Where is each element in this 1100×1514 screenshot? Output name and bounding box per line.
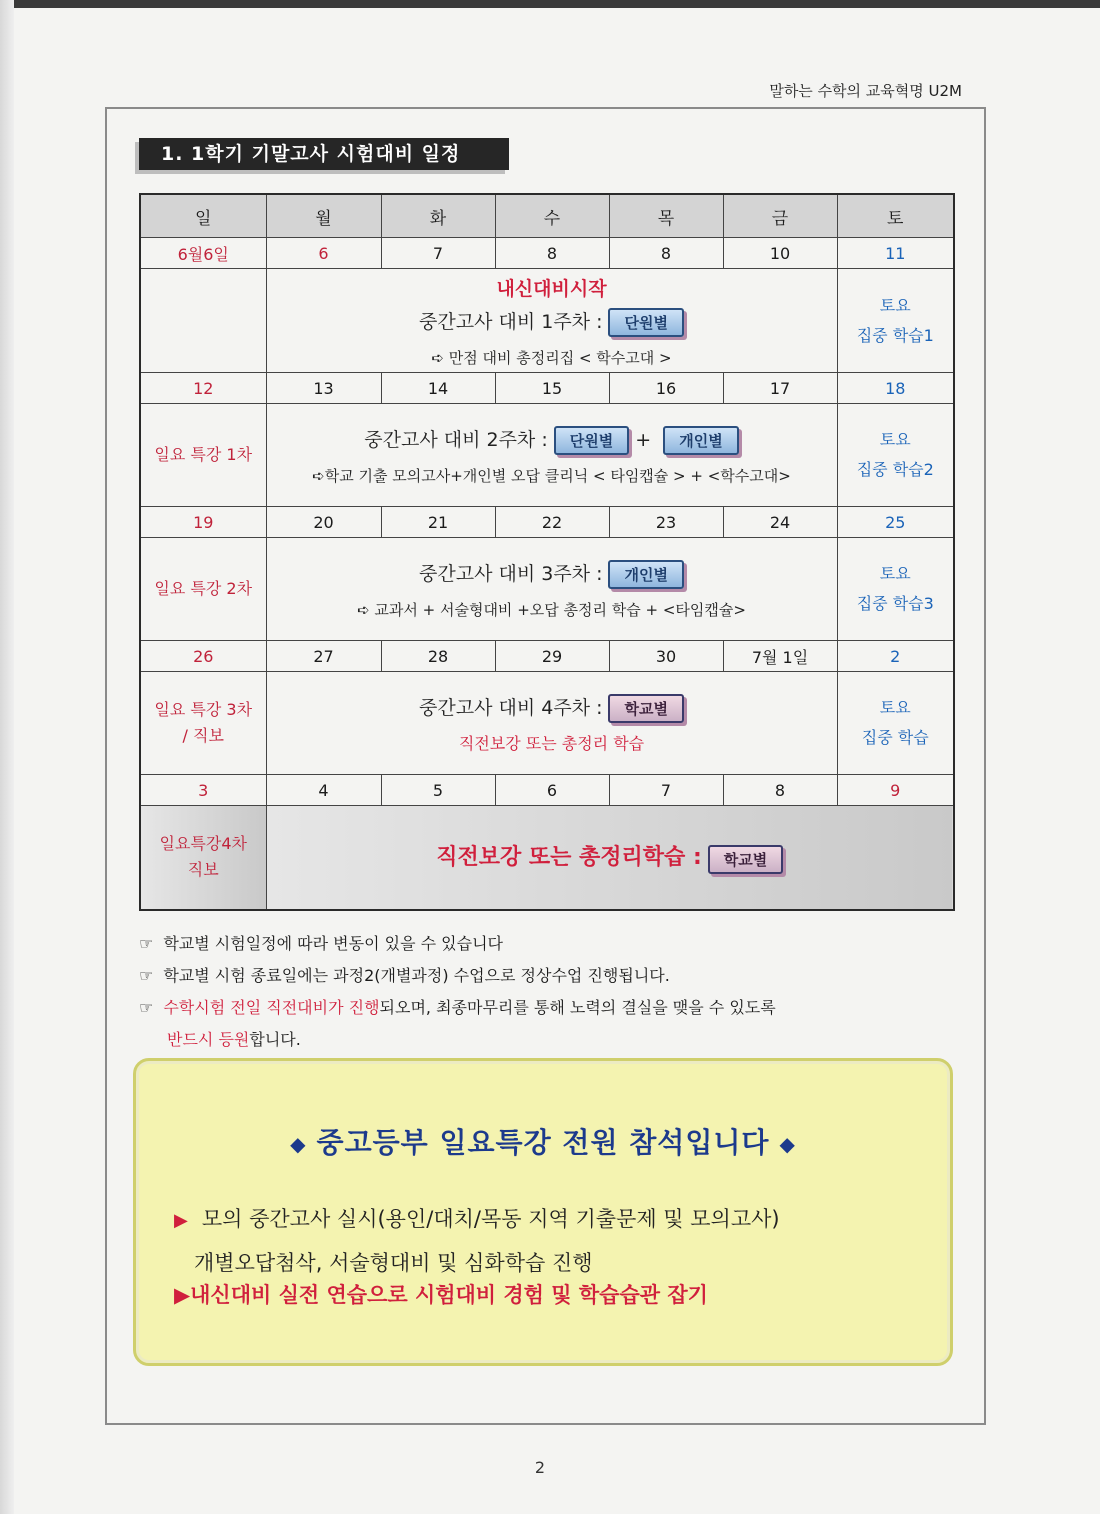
sun-note-line: 일요특강4차 [159, 834, 247, 854]
pointing-hand-icon: ☞ [139, 966, 154, 985]
sun-note-week5 [140, 806, 266, 910]
date-cell: 24 [723, 507, 837, 538]
date-cell: 7월 1일 [723, 641, 837, 672]
sat-note-line: 토요 [879, 430, 911, 449]
content-row-week3 [140, 538, 954, 641]
date-cell: 8 [495, 238, 609, 269]
sun-note-line: 일요 특강 3차 [154, 700, 253, 719]
date-cell: 5 [381, 775, 495, 806]
date-row-week2 [140, 373, 954, 404]
week4-content [266, 672, 837, 775]
sat-note-line: 집중 학습3 [856, 594, 934, 613]
date-cell: 28 [381, 641, 495, 672]
note-text: 학교별 시험일정에 따라 변동이 있을 수 있습니다 [163, 934, 503, 953]
note-highlight: 수학시험 전일 직전대비가 진행 [163, 998, 380, 1017]
sat-note-line: 토요 [879, 295, 911, 315]
note-highlight: 반드시 등원 [167, 1030, 250, 1049]
date-cell: 18 [837, 373, 954, 404]
weekday-thu: 목 [609, 194, 723, 238]
week1-main-text: 중간고사 대비 1주차 : [419, 310, 603, 333]
week1-content [266, 269, 837, 373]
date-row-week3 [140, 507, 954, 538]
content-row-week2 [140, 404, 954, 507]
week1-sub-text: ➪ 만점 대비 총정리집 < 학수고대 > [431, 348, 672, 367]
date-cell: 6월6일 [140, 238, 266, 269]
date-cell: 16 [609, 373, 723, 404]
box-title [136, 1121, 950, 1161]
date-cell: 11 [837, 238, 954, 269]
tag-school: 학교별 [608, 694, 683, 723]
content-row-week1 [140, 269, 954, 373]
week3-content [266, 538, 837, 641]
date-cell: 10 [723, 238, 837, 269]
date-cell: 6 [495, 775, 609, 806]
plus-sign: + [635, 428, 652, 451]
schedule-calendar [139, 193, 955, 911]
pointing-hand-icon: ☞ [139, 934, 154, 953]
date-cell: 20 [266, 507, 381, 538]
scan-edge-left [0, 0, 14, 1514]
weekday-tue: 화 [381, 194, 495, 238]
date-cell: 22 [495, 507, 609, 538]
sat-note-line: 집중 학습2 [856, 460, 934, 479]
date-cell: 6 [266, 238, 381, 269]
date-cell: 19 [140, 507, 266, 538]
weekday-wed: 수 [495, 194, 609, 238]
box-line-1 [174, 1203, 780, 1233]
box-line-1-text: 모의 중간고사 실시(용인/대치/목동 지역 기출문제 및 모의고사) [201, 1207, 780, 1231]
box-line-2: 개별오답첨삭, 서술형대비 및 심화학습 진행 [194, 1251, 593, 1275]
tag-individual: 개인별 [608, 560, 683, 589]
header-brand: 말하는 수학의 교육혁명 U2M [769, 82, 962, 100]
box-title-text: 중고등부 일요특강 전원 참석입니다 [316, 1126, 770, 1159]
week4-sub-text: 직전보강 또는 총정리 학습 [458, 733, 645, 753]
week2-main-text: 중간고사 대비 2주차 : [364, 428, 548, 451]
date-row-week1 [140, 238, 954, 269]
date-cell: 29 [495, 641, 609, 672]
sat-note-week3 [837, 538, 954, 641]
date-row-week5 [140, 775, 954, 806]
note-item [139, 992, 959, 1024]
date-cell: 17 [723, 373, 837, 404]
sun-note-week4 [140, 672, 266, 775]
content-row-week4 [140, 672, 954, 775]
tag-unit: 단원별 [608, 308, 683, 337]
weekday-mon: 월 [266, 194, 381, 238]
tag-individual: 개인별 [663, 426, 738, 455]
date-cell: 13 [266, 373, 381, 404]
date-cell: 7 [381, 238, 495, 269]
sat-note-line: 토요 [879, 564, 911, 583]
sun-note-empty [140, 269, 266, 373]
note-item [139, 960, 959, 992]
sat-note-line: 집중 학습1 [856, 325, 934, 345]
note-text: 되오며, 최종마무리를 통해 노력의 결실을 맺을 수 있도록 [379, 998, 776, 1017]
weekday-fri: 금 [723, 194, 837, 238]
date-cell: 23 [609, 507, 723, 538]
sat-note-week4 [837, 672, 954, 775]
week2-sub-text: ➪학교 기출 모의고사+개인별 오답 클리닉 < 타임캡슐 > + <학수고대> [312, 466, 791, 485]
sun-note-line: / 직보 [182, 726, 224, 745]
note-item [139, 928, 959, 960]
sunday-special-box [133, 1058, 953, 1366]
sat-note-week1 [837, 269, 954, 373]
notes-list [139, 928, 959, 1056]
date-cell: 9 [837, 775, 954, 806]
triangle-bullet-icon: ▶ [174, 1210, 188, 1231]
scan-edge-top [0, 0, 1100, 8]
box-line-3: ▶내신대비 실전 연습으로 시험대비 경험 및 학습습관 잡기 [174, 1283, 708, 1307]
sun-note-week3: 일요 특강 2차 [140, 538, 266, 641]
sun-note-week2: 일요 특강 1차 [140, 404, 266, 507]
week5-main-text: 직전보강 또는 총정리학습 : [436, 845, 702, 871]
weekday-header-row [140, 194, 954, 238]
date-cell: 12 [140, 373, 266, 404]
weekday-sat: 토 [837, 194, 954, 238]
date-row-week4 [140, 641, 954, 672]
pointing-hand-icon: ☞ [139, 998, 154, 1017]
diamond-icon: ◆ [779, 1132, 796, 1156]
note-item-cont [139, 1024, 959, 1056]
week3-main-text: 중간고사 대비 3주차 : [419, 562, 603, 585]
sat-note-line: 집중 학습 [861, 728, 929, 747]
date-cell: 8 [609, 238, 723, 269]
week2-content [266, 404, 837, 507]
date-cell: 3 [140, 775, 266, 806]
tag-school: 학교별 [708, 845, 783, 874]
page-number: 2 [534, 1458, 546, 1477]
date-cell: 2 [837, 641, 954, 672]
note-text: 학교별 시험 종료일에는 과정2(개별과정) 수업으로 정상수업 진행됩니다. [163, 966, 670, 985]
date-cell: 14 [381, 373, 495, 404]
date-cell: 25 [837, 507, 954, 538]
week3-sub-text: ➪ 교과서 + 서술형대비 +오답 총정리 학습 + <타임캡슐> [357, 600, 746, 619]
date-cell: 30 [609, 641, 723, 672]
week4-main-text: 중간고사 대비 4주차 : [419, 696, 603, 719]
date-cell: 27 [266, 641, 381, 672]
date-cell: 21 [381, 507, 495, 538]
start-label: 내신대비시작 [496, 277, 607, 300]
date-cell: 15 [495, 373, 609, 404]
weekday-sun: 일 [140, 194, 266, 238]
diamond-icon: ◆ [290, 1132, 307, 1156]
tag-unit: 단원별 [554, 426, 629, 455]
content-row-week5 [140, 806, 954, 910]
note-text: 합니다. [249, 1030, 301, 1049]
section-title: 1. 1학기 기말고사 시험대비 일정 [139, 138, 509, 170]
date-cell: 4 [266, 775, 381, 806]
sat-note-line: 토요 [879, 698, 911, 717]
sun-note-line: 직보 [187, 860, 219, 880]
sat-note-week2 [837, 404, 954, 507]
date-cell: 7 [609, 775, 723, 806]
week5-content [266, 806, 954, 910]
date-cell: 8 [723, 775, 837, 806]
date-cell: 26 [140, 641, 266, 672]
